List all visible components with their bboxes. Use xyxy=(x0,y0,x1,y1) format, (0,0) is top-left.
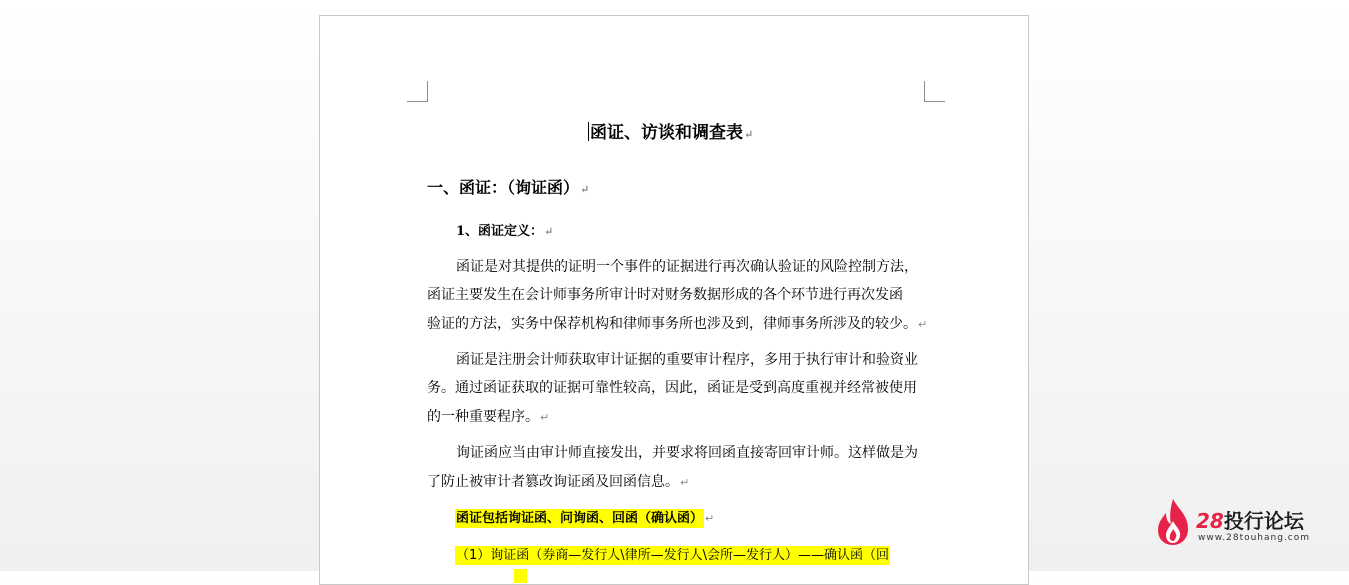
paragraph-mark: ↵ xyxy=(544,225,554,238)
crop-mark-top-right xyxy=(924,81,945,102)
paragraph-mark: ↵ xyxy=(705,512,715,525)
document-title[interactable] xyxy=(588,118,753,143)
logo-brand-name: 投行论坛 xyxy=(1223,509,1304,533)
paragraph-mark: ↵ xyxy=(680,476,690,489)
paragraph-1-line[interactable] xyxy=(427,313,927,333)
paragraph-2-line[interactable]: 函证是注册会计师获取审计证据的重要审计程序，多用于执行审计和验资业 xyxy=(456,352,918,368)
crop-mark-top-left xyxy=(407,81,428,102)
paragraph-2-line-text: 的一种重要程序。 xyxy=(427,409,539,425)
highlighted-heading-text: 函证包括询证函、问询函、回函（确认函） xyxy=(456,511,704,526)
paragraph-1-line[interactable]: 函证主要发生在会计师事务所审计时对财务数据形成的各个环节进行再次发函 xyxy=(427,287,903,303)
subsection-heading[interactable] xyxy=(456,220,553,239)
document-title-text: 函证、访谈和调查表 xyxy=(590,123,743,143)
text-cursor xyxy=(588,122,589,141)
paragraph-mark: ↵ xyxy=(580,183,590,196)
subsection-heading-text: 1、函证定义： xyxy=(456,224,544,239)
logo-brand xyxy=(1196,505,1304,534)
paragraph-2-line[interactable] xyxy=(427,406,549,426)
logo-brand-number: 28 xyxy=(1196,509,1224,533)
paragraph-3-line[interactable] xyxy=(427,471,689,491)
paragraph-mark: ↵ xyxy=(540,411,550,424)
document-page[interactable] xyxy=(319,15,1029,585)
highlighted-heading[interactable] xyxy=(455,507,714,526)
highlighted-list-item-text: （1）询证函（券商—发行人\律所—发行人\会所—发行人）——确认函（回 xyxy=(456,548,890,563)
highlighted-list-item[interactable] xyxy=(455,544,890,563)
flame-logo-icon xyxy=(1154,497,1192,547)
paragraph-1-line-text: 验证的方法，实务中保荐机构和律师事务所也涉及到，律师事务所涉及的较少。 xyxy=(427,316,917,332)
paragraph-3-line-text: 了防止被审计者篡改询证函及回函信息。 xyxy=(427,474,679,490)
paragraph-2-line[interactable]: 务。通过函证获取的证据可靠性较高，因此，函证是受到高度重视并经常被使用 xyxy=(427,380,917,396)
paragraph-mark: ↵ xyxy=(918,318,928,331)
paragraph-3-line[interactable]: 询证函应当由审计师直接发出，并要求将回函直接寄回审计师。这样做是为 xyxy=(456,445,918,461)
highlight-fragment xyxy=(514,569,527,583)
section-heading[interactable] xyxy=(427,175,589,198)
paragraph-1-line[interactable]: 函证是对其提供的证明一个事件的证据进行再次确认验证的风险控制方法， xyxy=(456,259,918,275)
section-heading-text: 一、函证：（询证函） xyxy=(427,178,580,197)
paragraph-mark: ↵ xyxy=(744,128,754,141)
site-watermark xyxy=(1154,497,1329,549)
logo-url: www.28touhang.com xyxy=(1198,533,1311,543)
